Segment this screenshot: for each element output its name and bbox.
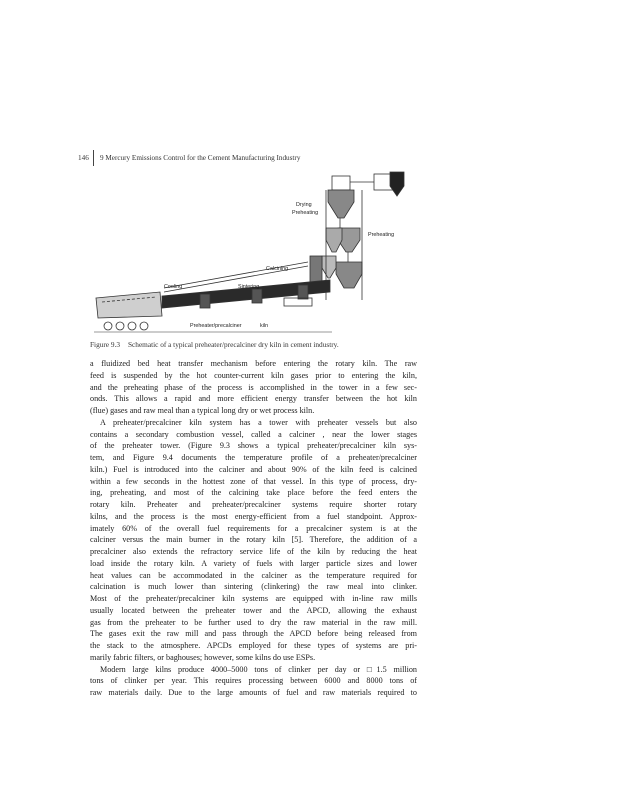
label-preheating-left: Preheating xyxy=(292,210,319,216)
text-line: the stack to the atmosphere. APCDs employed for these types of systems are pri- xyxy=(90,641,417,650)
kiln-schematic-figure xyxy=(92,170,452,338)
figure-caption-text: Schematic of a typical preheater/precalciner dry kiln in cement industry. xyxy=(128,340,339,349)
text-line: The gases exit the raw mill and pass through the APCD before being released from xyxy=(90,629,417,639)
text-line: load inside the rotary kiln. A variety of fuels with larger particle sizes and lower xyxy=(90,558,417,568)
cyclone-1 xyxy=(328,190,354,218)
text-line: kiln.) Fuel is introduced into the calciner and about 90% of the kiln feed is calcined xyxy=(90,464,417,474)
label-drying: Drying xyxy=(296,202,312,208)
figure-caption xyxy=(90,339,510,350)
text-line: tons of clinker per year. This requires processing between 6000 and 8000 tons of xyxy=(90,676,417,686)
clinker-cooler xyxy=(96,292,162,318)
hopper xyxy=(390,172,404,196)
label-cooling: Cooling xyxy=(164,284,183,290)
label-preheating-right: Preheating xyxy=(368,232,395,238)
running-header xyxy=(78,150,538,166)
text-line: of the preheater tower. (Figure 9.3 shows a typical preheater/precalciner kiln sys- xyxy=(90,441,417,451)
text-line: Modern large kilns produce 4000–5000 tons of clinker per day or □1.5 million xyxy=(100,664,417,674)
text-line: imately 60% of the overall fuel requirements for a precalciner system is at the xyxy=(90,523,417,533)
cyclone-3 xyxy=(326,228,342,252)
text-line: (flue) gases and raw meal than a typical long dry or wet process kiln. xyxy=(90,406,315,415)
text-line: usually located between the preheater tower and the APCD, allowing the exhaust xyxy=(90,605,417,615)
text-line: within a few seconds in the hottest zone of that vessel. In this type of process, dry- xyxy=(90,476,417,486)
text-line: rotary kiln. Preheater and preheater/precalciner systems require shorter rotary xyxy=(90,500,417,509)
cooler-fan-3 xyxy=(128,322,136,330)
cooler-fan-4 xyxy=(140,322,148,330)
text-line: marily fabric filters, or baghouses; however, some kilns do use ESPs. xyxy=(90,652,316,662)
text-line: a fluidized bed heat transfer mechanism before entering the rotary kiln. The raw xyxy=(90,359,417,368)
cooler-fan-1 xyxy=(104,322,112,330)
text-line: precalciner also extends the refractory service life of the kiln by reducing the heat xyxy=(90,547,417,556)
text-line: calcination is much lower than sintering (clinkering) the raw meal into clinker. xyxy=(90,582,417,592)
text-line: Most of the preheater/precalciner kiln systems are equipped with in-line raw mills xyxy=(90,594,417,603)
kiln-support-3 xyxy=(298,285,308,299)
cyclone-4 xyxy=(336,262,362,288)
text-line: gas from the preheater to be further used to dry the raw material in the raw mill. xyxy=(90,617,417,627)
text-line: ing, preheating, and most of the calcining take place before the feed enters the xyxy=(90,488,417,498)
text-line: kilns, and the process is the most energy-efficient from a fuel standpoint. Approx- xyxy=(90,511,417,521)
text-line: raw materials daily. Due to the large amounts of fuel and raw materials required to xyxy=(90,688,417,697)
text-line: heat values can be accommodated in the calciner as the temperature required for xyxy=(90,570,417,580)
text-line: tem, and Figure 9.4 documents the temperature profile of a preheater/precalciner xyxy=(90,453,417,462)
text-line: and the preheating phase of the process is accomplished in the tower in a few sec- xyxy=(90,382,417,392)
text-line: contains a secondary combustion vessel, called a calciner , near the lower stages xyxy=(90,429,417,439)
label-sintering: Sintering xyxy=(238,284,260,290)
label-preheater-precalciner: Preheater/precalciner xyxy=(190,323,242,329)
label-calcining: Calcining xyxy=(266,266,289,272)
cyclone-5 xyxy=(322,256,336,278)
kiln-support-1 xyxy=(200,294,210,308)
cooler-fan-2 xyxy=(116,322,124,330)
body-text xyxy=(90,358,417,699)
kiln-support-2 xyxy=(252,289,262,303)
text-line: onds. This allows a rapid and more efficient energy transfer between the hot kiln xyxy=(90,394,417,404)
text-line: A preheater/precalciner kiln system has a tower with preheater vessels but also xyxy=(100,417,417,427)
page-number: 146 xyxy=(78,154,89,162)
text-line: calciner versus the main burner in the rotary kiln [5]. Therefore, the addition of a xyxy=(90,535,417,545)
label-kiln: kiln xyxy=(260,323,269,329)
text-line: feed is suspended by the hot counter-current kiln gases prior to entering the kiln, xyxy=(90,370,417,380)
header-divider xyxy=(93,150,94,166)
cyclone-top-box xyxy=(332,176,350,190)
figure-number: Figure 9.3 xyxy=(90,340,120,349)
kiln-schematic-svg xyxy=(92,170,452,338)
chapter-title: 9 Mercury Emissions Control for the Cement Manufacturing Industry xyxy=(100,154,301,162)
